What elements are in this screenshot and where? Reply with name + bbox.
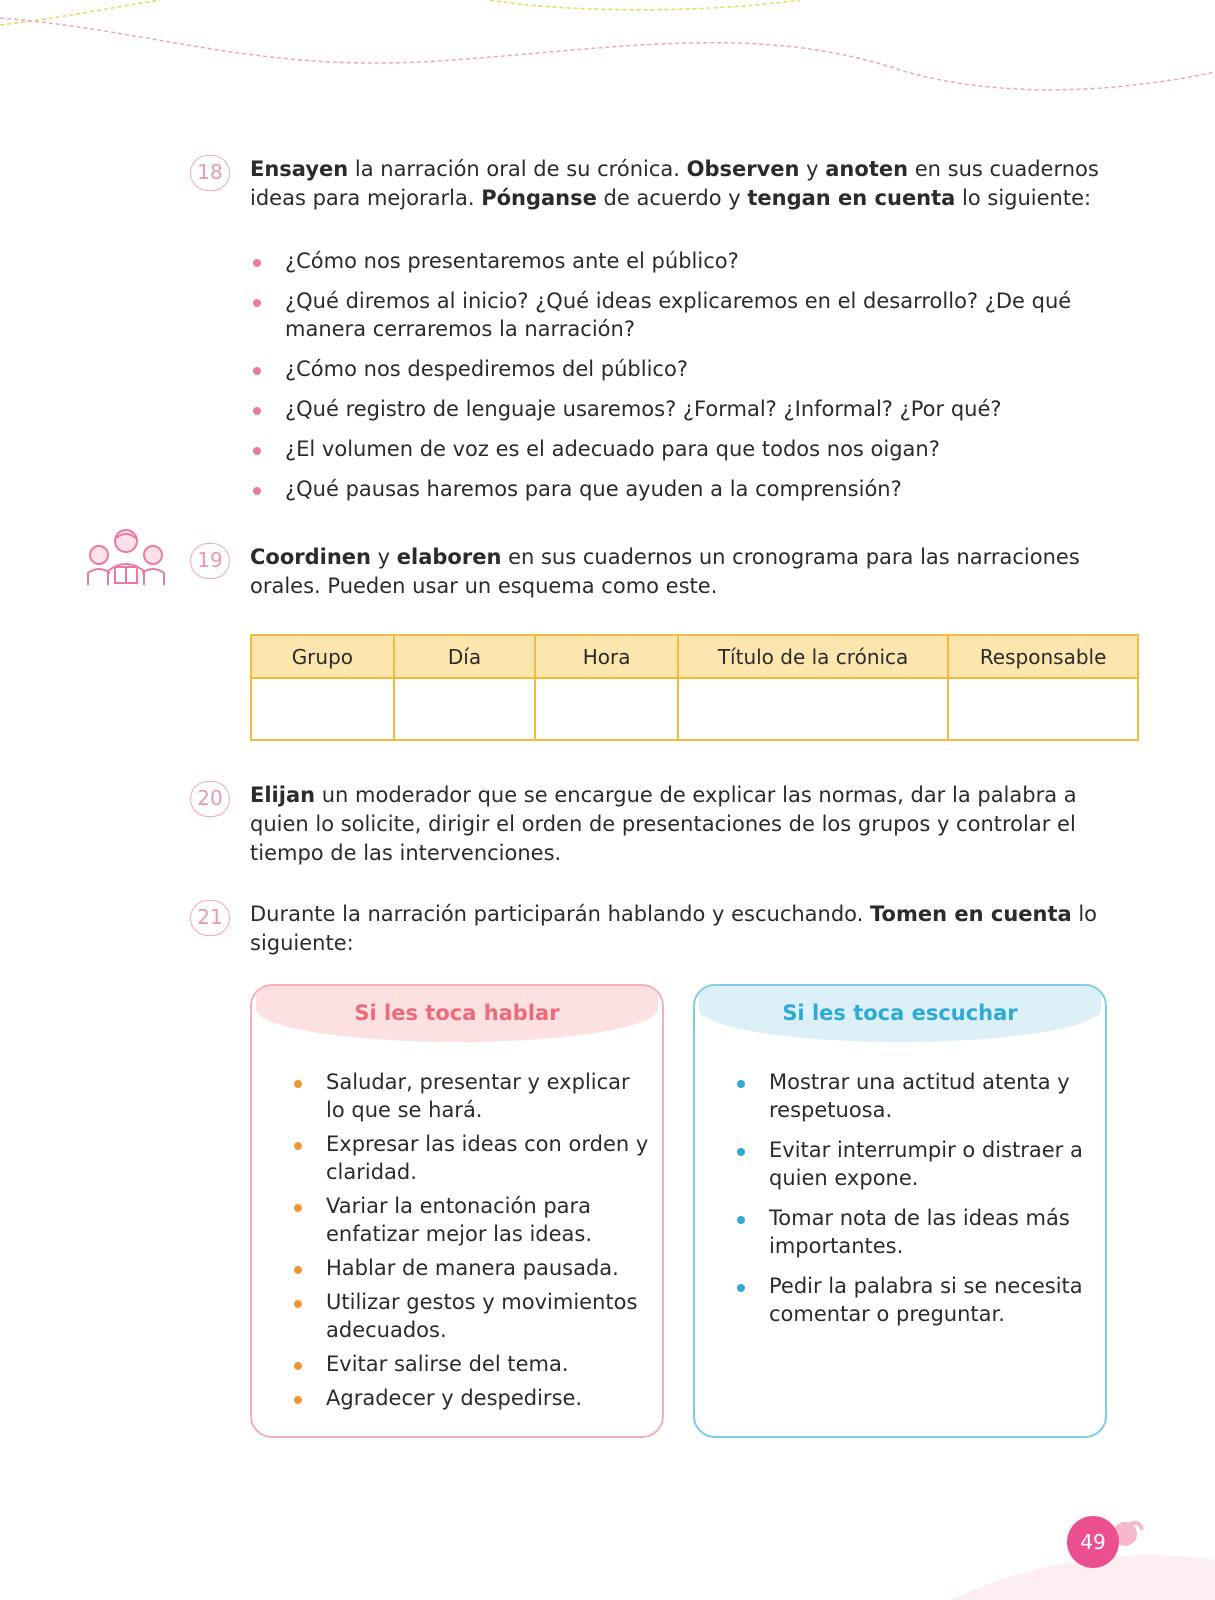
bottom-wave-decoration: [0, 1500, 1215, 1600]
list-item: Evitar salirse del tema.: [326, 1350, 651, 1378]
table-cell: [251, 678, 394, 740]
table-header-row: [251, 635, 1138, 678]
table-header-cell: Hora: [535, 635, 678, 678]
list-item: ¿Qué diremos al inicio? ¿Qué ideas explicaremos en el desarrollo? ¿De qué manera cerraremos la narración?: [285, 287, 1145, 343]
table-header-cell: Día: [394, 635, 536, 678]
list-item: ¿Cómo nos presentaremos ante el público?: [285, 247, 1145, 275]
list-item: ¿Qué registro de lenguaje usaremos? ¿Formal? ¿Informal? ¿Por qué?: [285, 395, 1145, 423]
activity-instruction: Elijan un moderador que se encargue de explicar las normas, dar la palabra a quien lo solicite, dirigir el orden de presentaciones de los grupos y controlar el tiempo de las intervenciones.: [250, 783, 1077, 865]
table-cell: [535, 678, 678, 740]
list-item: ¿Cómo nos despediremos del público?: [285, 355, 1145, 383]
list-item: Utilizar gestos y movimientos adecuados.: [326, 1288, 651, 1344]
activity-instruction: Ensayen la narración oral de su crónica. Observen y anoten en sus cuadernos ideas para mejorarla. Pónganse de acuerdo y tengan en cuenta lo siguiente:: [250, 157, 1099, 210]
page-number: 49: [1067, 1516, 1119, 1568]
speaking-tips-box: [250, 984, 664, 1438]
table-header-cell: Título de la crónica: [678, 635, 948, 678]
list-item: Variar la entonación para enfatizar mejor las ideas.: [326, 1192, 651, 1248]
activity-18: [190, 155, 1140, 213]
box-title: Si les toca hablar: [256, 984, 658, 1042]
group-reading-icon: [86, 527, 166, 587]
activity-instruction: Durante la narración participarán hablando y escuchando. Tomen en cuenta lo siguiente:: [250, 902, 1098, 955]
activity-number: 21: [190, 900, 230, 936]
list-item: Hablar de manera pausada.: [326, 1254, 651, 1282]
box-title: Si les toca escuchar: [699, 984, 1101, 1042]
list-item: Evitar interrumpir o distraer a quien expone.: [769, 1136, 1094, 1192]
top-wave-decoration: [0, 0, 1215, 110]
list-item: Agradecer y despedirse.: [326, 1384, 651, 1412]
list-item: ¿El volumen de voz es el adecuado para que todos nos oigan?: [285, 435, 1145, 463]
activity-number: 19: [190, 543, 230, 579]
listening-tips-box: [693, 984, 1107, 1438]
activity-19: [190, 543, 1140, 601]
table-cell: [948, 678, 1138, 740]
table-cell: [678, 678, 948, 740]
activity-21: [190, 900, 1140, 958]
speaking-tips-list: [326, 1068, 651, 1418]
table-header-cell: Responsable: [948, 635, 1138, 678]
list-item: Tomar nota de las ideas más importantes.: [769, 1204, 1094, 1260]
question-list: [285, 247, 1145, 515]
schedule-table: [250, 634, 1139, 741]
listening-tips-list: [769, 1068, 1094, 1340]
table-header-cell: Grupo: [251, 635, 394, 678]
list-item: ¿Qué pausas haremos para que ayuden a la comprensión?: [285, 475, 1145, 503]
table-row: [251, 678, 1138, 740]
activity-instruction: Coordinen y elaboren en sus cuadernos un cronograma para las narraciones orales. Pueden usar un esquema como este.: [250, 545, 1080, 598]
list-item: Expresar las ideas con orden y claridad.: [326, 1130, 651, 1186]
list-item: Mostrar una actitud atenta y respetuosa.: [769, 1068, 1094, 1124]
table-cell: [394, 678, 536, 740]
list-item: Pedir la palabra si se necesita comentar o preguntar.: [769, 1272, 1094, 1328]
activity-number: 18: [190, 155, 230, 191]
activity-number: 20: [190, 781, 230, 817]
activity-20: [190, 781, 1140, 868]
list-item: Saludar, presentar y explicar lo que se hará.: [326, 1068, 651, 1124]
